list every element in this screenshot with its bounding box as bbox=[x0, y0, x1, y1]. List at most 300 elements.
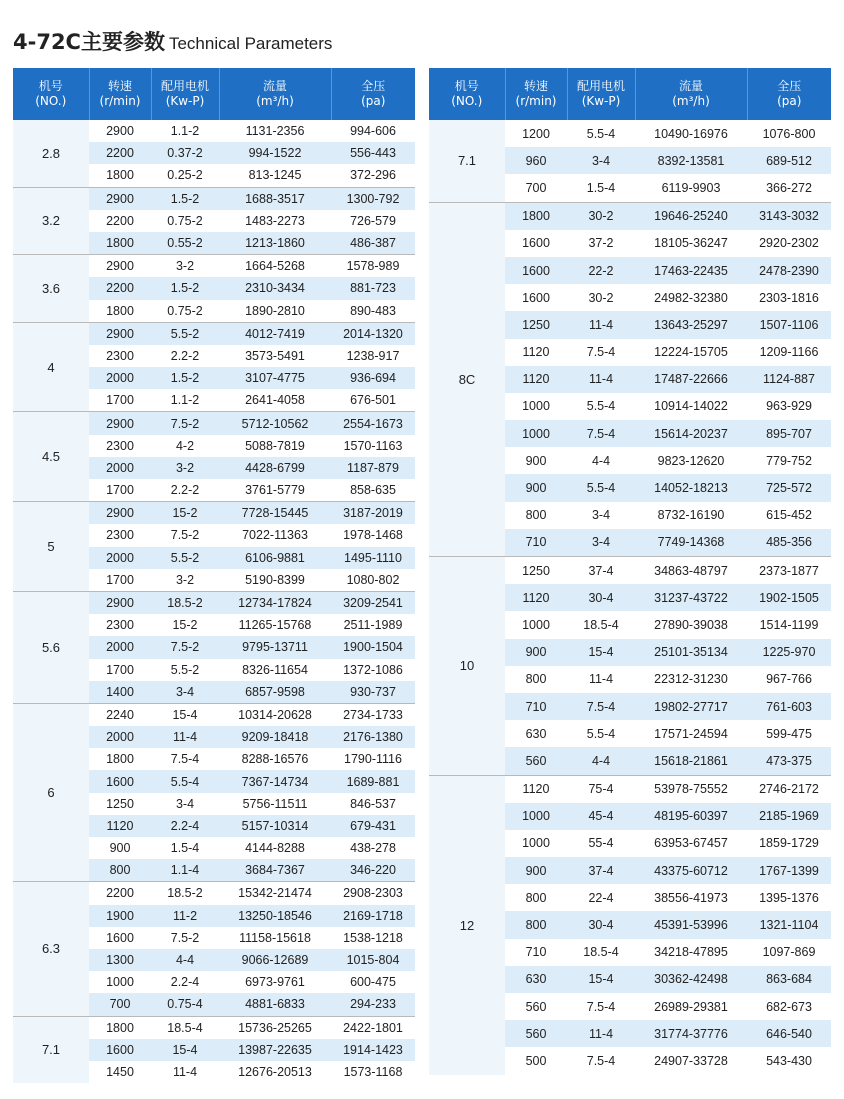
machine-no-cell: 7.1 bbox=[13, 1016, 89, 1083]
flow-cell: 15342-21474 bbox=[219, 882, 331, 905]
flow-cell: 10914-14022 bbox=[635, 393, 747, 420]
motor-cell: 0.25-2 bbox=[151, 164, 219, 187]
motor-cell: 3-4 bbox=[151, 793, 219, 815]
header-no: 机号 (NO.) bbox=[429, 68, 505, 120]
flow-cell: 3573-5491 bbox=[219, 345, 331, 367]
speed-cell: 2200 bbox=[89, 882, 151, 905]
flow-cell: 24982-32380 bbox=[635, 284, 747, 311]
pressure-cell: 372-296 bbox=[331, 164, 415, 187]
speed-cell: 2900 bbox=[89, 502, 151, 525]
header-pressure: 全压 (pa) bbox=[331, 68, 415, 120]
header-flow: 流量 (m³/h) bbox=[635, 68, 747, 120]
pressure-cell: 2554-1673 bbox=[331, 412, 415, 435]
parameters-table-right bbox=[429, 68, 831, 1075]
speed-cell: 900 bbox=[505, 639, 567, 666]
speed-cell: 1000 bbox=[505, 611, 567, 638]
flow-cell: 5088-7819 bbox=[219, 435, 331, 457]
motor-cell: 5.5-2 bbox=[151, 547, 219, 569]
parameters-table-left bbox=[13, 68, 415, 1083]
table-header bbox=[429, 68, 831, 120]
flow-cell: 25101-35134 bbox=[635, 639, 747, 666]
speed-cell: 900 bbox=[89, 837, 151, 859]
flow-cell: 8326-11654 bbox=[219, 659, 331, 681]
table-row bbox=[429, 120, 831, 147]
pressure-cell: 1578-989 bbox=[331, 255, 415, 278]
motor-cell: 0.37-2 bbox=[151, 142, 219, 164]
flow-cell: 22312-31230 bbox=[635, 666, 747, 693]
flow-cell: 15618-21861 bbox=[635, 747, 747, 775]
speed-cell: 1450 bbox=[89, 1061, 151, 1083]
pressure-cell: 930-737 bbox=[331, 681, 415, 704]
flow-cell: 2641-4058 bbox=[219, 389, 331, 412]
pressure-cell: 3187-2019 bbox=[331, 502, 415, 525]
speed-cell: 1000 bbox=[505, 830, 567, 857]
flow-cell: 7749-14368 bbox=[635, 529, 747, 557]
pressure-cell: 1076-800 bbox=[747, 120, 831, 147]
pressure-cell: 863-684 bbox=[747, 966, 831, 993]
speed-cell: 1250 bbox=[505, 311, 567, 338]
speed-cell: 1000 bbox=[505, 393, 567, 420]
flow-cell: 26989-29381 bbox=[635, 993, 747, 1020]
flow-cell: 3684-7367 bbox=[219, 859, 331, 882]
pressure-cell: 963-929 bbox=[747, 393, 831, 420]
speed-cell: 710 bbox=[505, 693, 567, 720]
flow-cell: 14052-18213 bbox=[635, 474, 747, 501]
speed-cell: 1800 bbox=[89, 232, 151, 255]
pressure-cell: 2920-2302 bbox=[747, 230, 831, 257]
speed-cell: 2300 bbox=[89, 524, 151, 546]
speed-cell: 630 bbox=[505, 966, 567, 993]
speed-cell: 2000 bbox=[89, 636, 151, 658]
speed-cell: 700 bbox=[505, 174, 567, 202]
speed-cell: 2900 bbox=[89, 187, 151, 210]
motor-cell: 11-4 bbox=[567, 1020, 635, 1047]
pressure-cell: 2422-1801 bbox=[331, 1016, 415, 1039]
header-motor: 配用电机 (Kw-P) bbox=[151, 68, 219, 120]
flow-cell: 53978-75552 bbox=[635, 775, 747, 803]
motor-cell: 18.5-4 bbox=[567, 611, 635, 638]
machine-no-cell: 10 bbox=[429, 557, 505, 776]
motor-cell: 0.75-4 bbox=[151, 993, 219, 1016]
pressure-cell: 1372-1086 bbox=[331, 659, 415, 681]
speed-cell: 1120 bbox=[505, 775, 567, 803]
speed-cell: 630 bbox=[505, 720, 567, 747]
motor-cell: 75-4 bbox=[567, 775, 635, 803]
flow-cell: 7022-11363 bbox=[219, 524, 331, 546]
flow-cell: 15736-25265 bbox=[219, 1016, 331, 1039]
pressure-cell: 3143-3032 bbox=[747, 202, 831, 230]
table-body-left bbox=[13, 120, 415, 1083]
pressure-cell: 473-375 bbox=[747, 747, 831, 775]
speed-cell: 1120 bbox=[505, 339, 567, 366]
motor-cell: 7.5-4 bbox=[567, 1047, 635, 1074]
pressure-cell: 556-443 bbox=[331, 142, 415, 164]
motor-cell: 30-2 bbox=[567, 202, 635, 230]
table-row bbox=[13, 1016, 415, 1039]
table-row bbox=[13, 703, 415, 726]
motor-cell: 7.5-4 bbox=[567, 993, 635, 1020]
table-row bbox=[13, 502, 415, 525]
flow-cell: 6857-9598 bbox=[219, 681, 331, 704]
flow-cell: 12676-20513 bbox=[219, 1061, 331, 1083]
pressure-cell: 1225-970 bbox=[747, 639, 831, 666]
flow-cell: 4144-8288 bbox=[219, 837, 331, 859]
motor-cell: 5.5-4 bbox=[567, 474, 635, 501]
pressure-cell: 2746-2172 bbox=[747, 775, 831, 803]
speed-cell: 2900 bbox=[89, 255, 151, 278]
motor-cell: 2.2-2 bbox=[151, 479, 219, 502]
motor-cell: 37-4 bbox=[567, 857, 635, 884]
pressure-cell: 1238-917 bbox=[331, 345, 415, 367]
pressure-cell: 438-278 bbox=[331, 837, 415, 859]
pressure-cell: 2169-1718 bbox=[331, 905, 415, 927]
pressure-cell: 2478-2390 bbox=[747, 257, 831, 284]
pressure-cell: 1900-1504 bbox=[331, 636, 415, 658]
speed-cell: 1600 bbox=[89, 1039, 151, 1061]
pressure-cell: 1689-881 bbox=[331, 770, 415, 792]
speed-cell: 560 bbox=[505, 747, 567, 775]
motor-cell: 11-4 bbox=[151, 726, 219, 748]
pressure-cell: 1209-1166 bbox=[747, 339, 831, 366]
pressure-cell: 543-430 bbox=[747, 1047, 831, 1074]
motor-cell: 15-4 bbox=[151, 703, 219, 726]
flow-cell: 10314-20628 bbox=[219, 703, 331, 726]
motor-cell: 0.75-2 bbox=[151, 210, 219, 232]
pressure-cell: 1538-1218 bbox=[331, 927, 415, 949]
pressure-cell: 346-220 bbox=[331, 859, 415, 882]
speed-cell: 1600 bbox=[89, 770, 151, 792]
motor-cell: 1.1-2 bbox=[151, 120, 219, 142]
motor-cell: 7.5-2 bbox=[151, 524, 219, 546]
motor-cell: 30-2 bbox=[567, 284, 635, 311]
speed-cell: 2200 bbox=[89, 142, 151, 164]
speed-cell: 2900 bbox=[89, 412, 151, 435]
header-pressure: 全压 (pa) bbox=[747, 68, 831, 120]
pressure-cell: 689-512 bbox=[747, 147, 831, 174]
flow-cell: 30362-42498 bbox=[635, 966, 747, 993]
speed-cell: 2000 bbox=[89, 726, 151, 748]
pressure-cell: 1859-1729 bbox=[747, 830, 831, 857]
table-row bbox=[429, 202, 831, 230]
speed-cell: 2000 bbox=[89, 457, 151, 479]
speed-cell: 1250 bbox=[505, 557, 567, 585]
motor-cell: 0.75-2 bbox=[151, 300, 219, 323]
speed-cell: 1800 bbox=[89, 164, 151, 187]
pressure-cell: 1767-1399 bbox=[747, 857, 831, 884]
motor-cell: 7.5-4 bbox=[567, 420, 635, 447]
flow-cell: 43375-60712 bbox=[635, 857, 747, 884]
header-motor: 配用电机 (Kw-P) bbox=[567, 68, 635, 120]
table-row bbox=[13, 187, 415, 210]
flow-cell: 12734-17824 bbox=[219, 591, 331, 614]
pressure-cell: 1080-802 bbox=[331, 569, 415, 592]
motor-cell: 1.1-2 bbox=[151, 389, 219, 412]
speed-cell: 1800 bbox=[89, 1016, 151, 1039]
flow-cell: 10490-16976 bbox=[635, 120, 747, 147]
machine-no-cell: 12 bbox=[429, 775, 505, 1075]
speed-cell: 1600 bbox=[505, 230, 567, 257]
motor-cell: 5.5-4 bbox=[567, 120, 635, 147]
flow-cell: 1131-2356 bbox=[219, 120, 331, 142]
pressure-cell: 1573-1168 bbox=[331, 1061, 415, 1083]
header-speed: 转速 (r/min) bbox=[89, 68, 151, 120]
speed-cell: 1120 bbox=[505, 584, 567, 611]
flow-cell: 7728-15445 bbox=[219, 502, 331, 525]
motor-cell: 1.5-2 bbox=[151, 187, 219, 210]
machine-no-cell: 6 bbox=[13, 703, 89, 882]
motor-cell: 5.5-2 bbox=[151, 322, 219, 345]
speed-cell: 800 bbox=[505, 666, 567, 693]
page-title bbox=[13, 26, 332, 56]
motor-cell: 1.5-4 bbox=[567, 174, 635, 202]
speed-cell: 560 bbox=[505, 1020, 567, 1047]
table-row bbox=[13, 120, 415, 142]
flow-cell: 31237-43722 bbox=[635, 584, 747, 611]
pressure-cell: 1321-1104 bbox=[747, 911, 831, 938]
motor-cell: 3-4 bbox=[567, 502, 635, 529]
table-row bbox=[429, 775, 831, 803]
flow-cell: 17487-22666 bbox=[635, 366, 747, 393]
flow-cell: 12224-15705 bbox=[635, 339, 747, 366]
flow-cell: 13987-22635 bbox=[219, 1039, 331, 1061]
pressure-cell: 1187-879 bbox=[331, 457, 415, 479]
flow-cell: 8732-16190 bbox=[635, 502, 747, 529]
speed-cell: 2240 bbox=[89, 703, 151, 726]
motor-cell: 2.2-4 bbox=[151, 971, 219, 993]
motor-cell: 3-4 bbox=[567, 147, 635, 174]
motor-cell: 5.5-4 bbox=[151, 770, 219, 792]
pressure-cell: 726-579 bbox=[331, 210, 415, 232]
motor-cell: 2.2-4 bbox=[151, 815, 219, 837]
table-row bbox=[429, 557, 831, 585]
flow-cell: 31774-37776 bbox=[635, 1020, 747, 1047]
pressure-cell: 1015-804 bbox=[331, 949, 415, 971]
pressure-cell: 486-387 bbox=[331, 232, 415, 255]
flow-cell: 7367-14734 bbox=[219, 770, 331, 792]
pressure-cell: 1395-1376 bbox=[747, 884, 831, 911]
speed-cell: 900 bbox=[505, 474, 567, 501]
flow-cell: 3107-4775 bbox=[219, 367, 331, 389]
pressure-cell: 881-723 bbox=[331, 277, 415, 299]
pressure-cell: 1097-869 bbox=[747, 939, 831, 966]
speed-cell: 560 bbox=[505, 993, 567, 1020]
pressure-cell: 679-431 bbox=[331, 815, 415, 837]
flow-cell: 5157-10314 bbox=[219, 815, 331, 837]
flow-cell: 8288-16576 bbox=[219, 748, 331, 770]
pressure-cell: 1790-1116 bbox=[331, 748, 415, 770]
speed-cell: 710 bbox=[505, 939, 567, 966]
speed-cell: 1800 bbox=[89, 748, 151, 770]
flow-cell: 4428-6799 bbox=[219, 457, 331, 479]
title-main: 4-72C主要参数 bbox=[13, 30, 165, 54]
pressure-cell: 967-766 bbox=[747, 666, 831, 693]
machine-no-cell: 4 bbox=[13, 322, 89, 412]
header-no: 机号 (NO.) bbox=[13, 68, 89, 120]
motor-cell: 4-4 bbox=[567, 447, 635, 474]
motor-cell: 18.5-4 bbox=[567, 939, 635, 966]
flow-cell: 994-1522 bbox=[219, 142, 331, 164]
flow-cell: 11265-15768 bbox=[219, 614, 331, 636]
flow-cell: 38556-41973 bbox=[635, 884, 747, 911]
flow-cell: 1483-2273 bbox=[219, 210, 331, 232]
pressure-cell: 646-540 bbox=[747, 1020, 831, 1047]
flow-cell: 1890-2810 bbox=[219, 300, 331, 323]
motor-cell: 5.5-2 bbox=[151, 659, 219, 681]
speed-cell: 1000 bbox=[89, 971, 151, 993]
flow-cell: 34218-47895 bbox=[635, 939, 747, 966]
flow-cell: 17463-22435 bbox=[635, 257, 747, 284]
pressure-cell: 779-752 bbox=[747, 447, 831, 474]
flow-cell: 8392-13581 bbox=[635, 147, 747, 174]
motor-cell: 15-4 bbox=[151, 1039, 219, 1061]
pressure-cell: 676-501 bbox=[331, 389, 415, 412]
motor-cell: 3-2 bbox=[151, 255, 219, 278]
speed-cell: 1600 bbox=[505, 257, 567, 284]
flow-cell: 13250-18546 bbox=[219, 905, 331, 927]
speed-cell: 1800 bbox=[89, 300, 151, 323]
pressure-cell: 2176-1380 bbox=[331, 726, 415, 748]
motor-cell: 3-2 bbox=[151, 569, 219, 592]
motor-cell: 3-2 bbox=[151, 457, 219, 479]
motor-cell: 1.1-4 bbox=[151, 859, 219, 882]
flow-cell: 18105-36247 bbox=[635, 230, 747, 257]
flow-cell: 48195-60397 bbox=[635, 803, 747, 830]
flow-cell: 9795-13711 bbox=[219, 636, 331, 658]
machine-no-cell: 7.1 bbox=[429, 120, 505, 202]
motor-cell: 4-4 bbox=[567, 747, 635, 775]
pressure-cell: 3209-2541 bbox=[331, 591, 415, 614]
pressure-cell: 599-475 bbox=[747, 720, 831, 747]
motor-cell: 4-4 bbox=[151, 949, 219, 971]
motor-cell: 5.5-4 bbox=[567, 720, 635, 747]
machine-no-cell: 2.8 bbox=[13, 120, 89, 187]
flow-cell: 2310-3434 bbox=[219, 277, 331, 299]
flow-cell: 45391-53996 bbox=[635, 911, 747, 938]
motor-cell: 18.5-2 bbox=[151, 591, 219, 614]
pressure-cell: 682-673 bbox=[747, 993, 831, 1020]
speed-cell: 1600 bbox=[89, 927, 151, 949]
flow-cell: 6973-9761 bbox=[219, 971, 331, 993]
flow-cell: 813-1245 bbox=[219, 164, 331, 187]
speed-cell: 1120 bbox=[89, 815, 151, 837]
speed-cell: 900 bbox=[505, 857, 567, 884]
speed-cell: 1600 bbox=[505, 284, 567, 311]
table-row bbox=[13, 882, 415, 905]
speed-cell: 1000 bbox=[505, 803, 567, 830]
flow-cell: 17571-24594 bbox=[635, 720, 747, 747]
flow-cell: 19646-25240 bbox=[635, 202, 747, 230]
pressure-cell: 1570-1163 bbox=[331, 435, 415, 457]
header-flow: 流量 (m³/h) bbox=[219, 68, 331, 120]
flow-cell: 27890-39038 bbox=[635, 611, 747, 638]
speed-cell: 1200 bbox=[505, 120, 567, 147]
pressure-cell: 2511-1989 bbox=[331, 614, 415, 636]
flow-cell: 6106-9881 bbox=[219, 547, 331, 569]
motor-cell: 11-4 bbox=[151, 1061, 219, 1083]
flow-cell: 9066-12689 bbox=[219, 949, 331, 971]
speed-cell: 1250 bbox=[89, 793, 151, 815]
speed-cell: 1400 bbox=[89, 681, 151, 704]
title-sub: Technical Parameters bbox=[168, 34, 333, 53]
machine-no-cell: 5.6 bbox=[13, 591, 89, 703]
motor-cell: 1.5-4 bbox=[151, 837, 219, 859]
speed-cell: 800 bbox=[505, 911, 567, 938]
pressure-cell: 890-483 bbox=[331, 300, 415, 323]
motor-cell: 11-2 bbox=[151, 905, 219, 927]
pressure-cell: 615-452 bbox=[747, 502, 831, 529]
motor-cell: 3-4 bbox=[567, 529, 635, 557]
speed-cell: 1000 bbox=[505, 420, 567, 447]
pressure-cell: 725-572 bbox=[747, 474, 831, 501]
speed-cell: 1900 bbox=[89, 905, 151, 927]
pressure-cell: 846-537 bbox=[331, 793, 415, 815]
table-row bbox=[13, 591, 415, 614]
pressure-cell: 936-694 bbox=[331, 367, 415, 389]
speed-cell: 800 bbox=[89, 859, 151, 882]
flow-cell: 5756-11511 bbox=[219, 793, 331, 815]
table-header bbox=[13, 68, 415, 120]
pressure-cell: 761-603 bbox=[747, 693, 831, 720]
speed-cell: 1700 bbox=[89, 479, 151, 502]
speed-cell: 2300 bbox=[89, 345, 151, 367]
motor-cell: 7.5-2 bbox=[151, 927, 219, 949]
pressure-cell: 485-356 bbox=[747, 529, 831, 557]
flow-cell: 11158-15618 bbox=[219, 927, 331, 949]
speed-cell: 2000 bbox=[89, 547, 151, 569]
header-speed: 转速 (r/min) bbox=[505, 68, 567, 120]
pressure-cell: 1300-792 bbox=[331, 187, 415, 210]
speed-cell: 2300 bbox=[89, 614, 151, 636]
pressure-cell: 2303-1816 bbox=[747, 284, 831, 311]
motor-cell: 2.2-2 bbox=[151, 345, 219, 367]
flow-cell: 1688-3517 bbox=[219, 187, 331, 210]
speed-cell: 2900 bbox=[89, 120, 151, 142]
motor-cell: 7.5-4 bbox=[567, 693, 635, 720]
flow-cell: 3761-5779 bbox=[219, 479, 331, 502]
pressure-cell: 2014-1320 bbox=[331, 322, 415, 345]
pressure-cell: 2373-1877 bbox=[747, 557, 831, 585]
speed-cell: 1800 bbox=[505, 202, 567, 230]
machine-no-cell: 6.3 bbox=[13, 882, 89, 1016]
motor-cell: 22-4 bbox=[567, 884, 635, 911]
pressure-cell: 2908-2303 bbox=[331, 882, 415, 905]
speed-cell: 960 bbox=[505, 147, 567, 174]
speed-cell: 700 bbox=[89, 993, 151, 1016]
speed-cell: 2900 bbox=[89, 322, 151, 345]
flow-cell: 34863-48797 bbox=[635, 557, 747, 585]
flow-cell: 13643-25297 bbox=[635, 311, 747, 338]
pressure-cell: 1514-1199 bbox=[747, 611, 831, 638]
flow-cell: 63953-67457 bbox=[635, 830, 747, 857]
motor-cell: 30-4 bbox=[567, 911, 635, 938]
motor-cell: 4-2 bbox=[151, 435, 219, 457]
table-row bbox=[13, 255, 415, 278]
motor-cell: 5.5-4 bbox=[567, 393, 635, 420]
speed-cell: 1300 bbox=[89, 949, 151, 971]
flow-cell: 5712-10562 bbox=[219, 412, 331, 435]
pressure-cell: 1507-1106 bbox=[747, 311, 831, 338]
motor-cell: 22-2 bbox=[567, 257, 635, 284]
speed-cell: 2000 bbox=[89, 367, 151, 389]
flow-cell: 24907-33728 bbox=[635, 1047, 747, 1074]
motor-cell: 15-2 bbox=[151, 502, 219, 525]
speed-cell: 710 bbox=[505, 529, 567, 557]
motor-cell: 30-4 bbox=[567, 584, 635, 611]
flow-cell: 6119-9903 bbox=[635, 174, 747, 202]
speed-cell: 500 bbox=[505, 1047, 567, 1074]
motor-cell: 7.5-2 bbox=[151, 412, 219, 435]
speed-cell: 2200 bbox=[89, 210, 151, 232]
